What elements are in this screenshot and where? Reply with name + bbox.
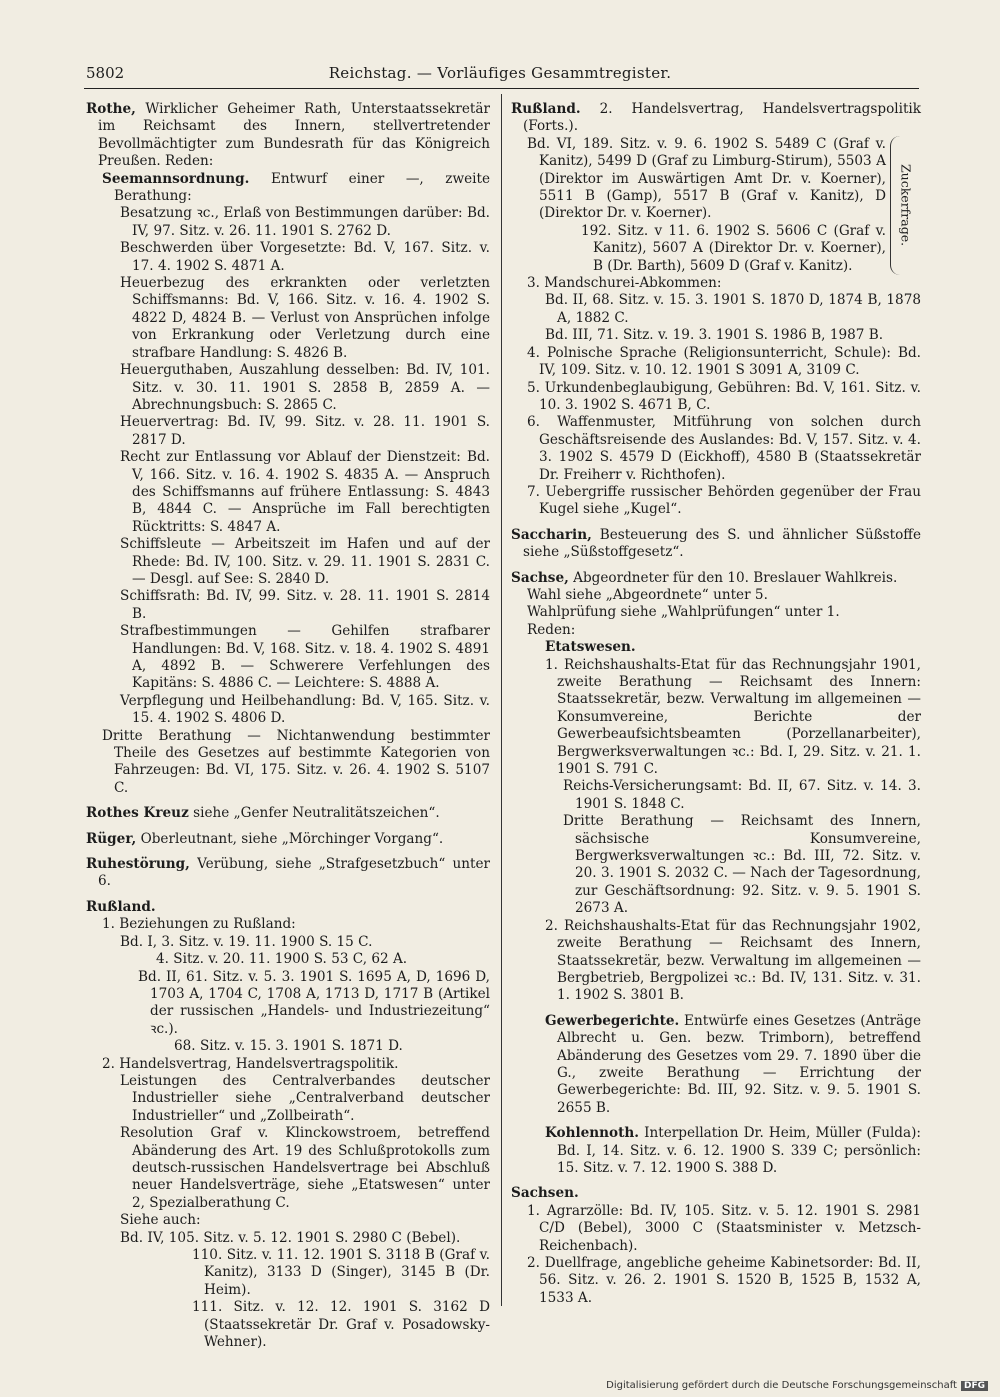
entry-text: 5. Urkundenbeglaubigung, Gebühren: Bd. V, 161. Sitz. v. 10. 3. 1902 S. 4671 B, C. bbox=[527, 379, 921, 413]
entry-text: Abgeordneter für den 10. Breslauer Wahlkreis. bbox=[573, 569, 898, 586]
bracket-group bbox=[511, 136, 921, 275]
running-title: Reichstag. — Vorläufiges Gesammtregister. bbox=[328, 64, 672, 82]
entry-headword: Rothes Kreuz bbox=[86, 805, 189, 822]
right-entries bbox=[511, 275, 921, 1307]
index-entry bbox=[511, 527, 921, 562]
entry-text: 4. Polnische Sprache (Religionsunterricht, Schule): Bd. IV, 109. Sitz. v. 10. 12. 1901 S 3091 A, 3109 C. bbox=[527, 344, 921, 379]
index-entry bbox=[86, 934, 490, 951]
entry-text: Bd. II, 68. Sitz. v. 15. 3. 1901 S. 1870 D, 1874 B, 1878 A, 1882 C. bbox=[545, 292, 921, 326]
entry-text: Beschwerden über Vorgesetzte: Bd. V, 167. Sitz. v. 17. 4. 1902 S. 4871 A. bbox=[120, 240, 490, 274]
entry-text: Reden: bbox=[527, 621, 576, 638]
entry-text: 1. Beziehungen zu Rußland: bbox=[102, 916, 296, 933]
index-entry bbox=[86, 1230, 490, 1247]
entry-text: Dritte Berathung — Reichsamt des Innern, sächsische Konsumvereine, Bergwerksverwaltungen ꝛc.: Bd. III, 72. Sitz. v. 20. 3. 1901 S. 2032 C. — Nach der Tagesordnung, zur Geschäftsordnung: 92. Sitz. v. 9. 5. 1901 S. 2673 A. bbox=[563, 813, 921, 917]
index-entry bbox=[511, 345, 921, 380]
entry-text: siehe „Genfer Neutralitätszeichen“. bbox=[193, 805, 440, 822]
entry-text: Verübung, siehe „Strafgesetzbuch“ unter 6. bbox=[98, 856, 490, 890]
entry-text: 7. Uebergriffe russischer Behörden gegenüber der Frau Kugel siehe „Kugel“. bbox=[527, 483, 921, 518]
index-entry bbox=[511, 1185, 921, 1202]
entry-headword: Sachsen. bbox=[511, 1185, 579, 1202]
right-column bbox=[511, 101, 921, 1307]
index-entry bbox=[86, 1247, 490, 1299]
index-entry bbox=[86, 1038, 490, 1055]
index-entry bbox=[511, 604, 921, 621]
entry-text: 192. Sitz. v 11. 6. 1902 S. 5606 C (Graf v. Kanitz), 5607 A (Direktor Dr. v. Koerner), B (Dr. Barth), 5609 D (Graf v. Kanitz). bbox=[581, 222, 886, 274]
index-entry bbox=[86, 951, 490, 968]
index-entry bbox=[86, 856, 490, 891]
entry-headword: Etatswesen. bbox=[545, 639, 636, 656]
index-entry bbox=[511, 918, 921, 1005]
index-entry bbox=[511, 622, 921, 639]
entry-text: 68. Sitz. v. 15. 3. 1901 S. 1871 D. bbox=[174, 1038, 403, 1055]
index-entry bbox=[511, 778, 921, 813]
index-entry bbox=[511, 1255, 921, 1307]
left-column bbox=[86, 101, 490, 1351]
index-entry bbox=[86, 101, 490, 171]
index-entry bbox=[511, 484, 921, 519]
index-entry bbox=[86, 969, 490, 1039]
index-entry bbox=[511, 136, 886, 223]
footer bbox=[606, 1380, 988, 1391]
index-entry bbox=[86, 1056, 490, 1073]
index-entry bbox=[511, 223, 886, 275]
column-divider bbox=[501, 94, 502, 1306]
index-entry bbox=[511, 639, 921, 656]
index-entry bbox=[86, 588, 490, 623]
entry-headword: Sachse, bbox=[511, 569, 569, 586]
index-entry bbox=[86, 275, 490, 362]
entry-text: Bd. III, 71. Sitz. v. 19. 3. 1901 S. 1986 B, 1987 B. bbox=[545, 327, 884, 344]
index-entry bbox=[511, 813, 921, 917]
index-entry bbox=[511, 327, 921, 344]
entry-text: Heuervertrag: Bd. IV, 99. Sitz. v. 28. 11. 1901 S. 2817 D. bbox=[120, 414, 490, 448]
entry-text: Wahlprüfung siehe „Wahlprüfungen“ unter 1. bbox=[527, 604, 840, 621]
entry-text: 2. Handelsvertrag, Handelsvertragspolitik (Forts.). bbox=[523, 101, 921, 135]
index-entry bbox=[86, 171, 490, 206]
entry-text: Siehe auch: bbox=[120, 1212, 201, 1229]
entry-text: 1. Agrarzölle: Bd. IV, 105. Sitz. v. 5. 12. 1901 S. 2981 C/D (Bebel), 3000 C (Staatsminister v. Metzsch-Reichenbach). bbox=[527, 1202, 921, 1254]
entry-headword: Rothe, bbox=[86, 101, 136, 117]
brace bbox=[890, 136, 921, 275]
entry-text: Bd. I, 3. Sitz. v. 19. 11. 1900 S. 15 C. bbox=[120, 933, 373, 950]
entry-text: Entwurf einer —, zweite Berathung: bbox=[114, 170, 491, 205]
entry-text: Schiffsleute — Arbeitszeit im Hafen und auf der Rhede: Bd. IV, 100. Sitz. v. 29. 11. 1901 S. 2831 C. — Desgl. auf See: S. 2840 D. bbox=[120, 536, 490, 587]
index-entry bbox=[511, 1125, 921, 1177]
entry-text: Verpflegung und Heilbehandlung: Bd. V, 165. Sitz. v. 15. 4. 1902 S. 4806 D. bbox=[120, 692, 490, 727]
entry-text: Wahl siehe „Abgeordnete“ unter 5. bbox=[527, 586, 768, 603]
entry-text: Leistungen des Centralverbandes deutscher Industrieller siehe „Centralverband deutscher Industrieller“ und „Zollbeirath“. bbox=[120, 1072, 490, 1124]
index-entry bbox=[511, 414, 921, 484]
index-entry bbox=[511, 570, 921, 587]
entry-headword: Rußland. bbox=[86, 898, 156, 915]
entry-text: Besteuerung des S. und ähnlicher Süßstoffe siehe „Süßstoffgesetz“. bbox=[523, 526, 921, 561]
index-entry bbox=[86, 831, 490, 848]
index-entry bbox=[86, 899, 490, 916]
index-entry bbox=[86, 1073, 490, 1125]
page-number: 5802 bbox=[86, 64, 125, 82]
entry-headword: Ruhestörung, bbox=[86, 856, 190, 873]
entry-text: Strafbestimmungen — Gehilfen strafbarer Handlungen: Bd. V, 168. Sitz. v. 18. 4. 1902 S. 4891 A, 4892 B. — Schwerere Verfehlungen des Kapitäns: S. 4886 C. — Leichtere: S. 4888 A. bbox=[120, 623, 490, 692]
entry-text: 1. Reichshaushalts-Etat für das Rechnungsjahr 1901, zweite Berathung — Reichsamt des Innern: Staatssekretär, bezw. Verwaltung im allgemeinen — Konsumvereine, Berichte der Gewerbeaufsichtsbeamten (Porzellanarbeiter), Bergwerksverwaltungen ꝛc.: Bd. I, 29. Sitz. v. 21. 1. 1901 S. 791 C. bbox=[545, 656, 921, 778]
entry-text: Bd. IV, 105. Sitz. v. 5. 12. 1901 S. 2980 C (Bebel). bbox=[120, 1229, 461, 1246]
entry-text: Dritte Berathung — Nichtanwendung bestimmter Theile des Gesetzes auf bestimmte Kategorien von Fahrzeugen: Bd. VI, 175. Sitz. v. 26. 4. 1902 S. 5107 C. bbox=[102, 727, 490, 796]
entry-headword: Rüger, bbox=[86, 830, 137, 847]
index-entry bbox=[511, 657, 921, 779]
entry-headword: Kohlennoth. bbox=[545, 1125, 640, 1142]
bracket-text bbox=[511, 136, 886, 275]
entry-text: 3. Mandschurei-Abkommen: bbox=[527, 275, 722, 292]
entry-text: 111. Sitz. v. 12. 12. 1901 S. 3162 D (Staatssekretär Dr. Graf v. Posadowsky-Wehner). bbox=[192, 1299, 490, 1351]
index-entry bbox=[86, 1125, 490, 1212]
entry-headword: Saccharin, bbox=[511, 526, 592, 543]
entry-text: Schiffsrath: Bd. IV, 99. Sitz. v. 28. 11. 1901 S. 2814 B. bbox=[120, 588, 490, 622]
index-entry bbox=[511, 275, 921, 292]
entry-text: Reichs-Versicherungsamt: Bd. II, 67. Sitz. v. 14. 3. 1901 S. 1848 C. bbox=[563, 778, 921, 812]
entry-headword: Gewerbegerichte. bbox=[545, 1012, 680, 1029]
index-entry bbox=[511, 587, 921, 604]
index-entry bbox=[86, 362, 490, 414]
index-entry bbox=[86, 693, 490, 728]
index-entry bbox=[511, 1013, 921, 1117]
entry-text: Bd. VI, 189. Sitz. v. 9. 6. 1902 S. 5489 C (Graf v. Kanitz), 5499 D (Graf zu Limburg-Stirum), 5503 A (Direktor im Auswärtigen Amt Dr. v. Koerner), 5511 B (Gamp), 5517 B (Graf v. Kanitz), D (Direktor Dr. v. Koerner). bbox=[527, 135, 886, 222]
entry-text: Heuerbezug des erkrankten oder verletzten Schiffsmanns: Bd. V, 166. Sitz. v. 16. 4. 1902 S. 4822 D, 4824 B. — Verlust von Ansprüchen infolge von Erkrankung oder Verletzung durch eine strafbare Handlung: S. 4826 B. bbox=[120, 275, 490, 361]
entry-text: 110. Sitz. v. 11. 12. 1901 S. 3118 B (Graf v. Kanitz), 3133 D (Singer), 3145 B (Dr. Heim). bbox=[192, 1247, 490, 1298]
entry-text: Bd. II, 61. Sitz. v. 5. 3. 1901 S. 1695 A, D, 1696 D, 1703 A, 1704 C, 1708 A, 1713 D, 1717 B (Artikel der russischen „Handels- und Industriezeitung“ ꝛc.). bbox=[138, 968, 490, 1037]
entry-text: Wirklicher Geheimer Rath, Unterstaatssekretär im Reichsamt des Innern, stellvertretender Bevollmächtigter zum Bundesrath für das Königreich Preußen. Reden: bbox=[98, 101, 490, 170]
entry-text: Resolution Graf v. Klinckowstroem, betreffend Abänderung des Art. 19 des Schlußprotokolls zum deutsch-russischen Handelsvertrage bei Abschluß neuer Handelsverträge, siehe „Etatswesen“ unter 2, Spezialberathung C. bbox=[120, 1125, 490, 1211]
entry-text: Oberleutnant, siehe „Mörchinger Vorgang“. bbox=[140, 830, 444, 847]
index-entry bbox=[511, 1203, 921, 1255]
entry-headword: Seemannsordnung. bbox=[102, 170, 250, 187]
index-entry bbox=[511, 380, 921, 415]
index-entry bbox=[86, 623, 490, 693]
index-entry bbox=[511, 292, 921, 327]
index-entry bbox=[86, 1212, 490, 1229]
entry-text: 2. Reichshaushalts-Etat für das Rechnungsjahr 1902, zweite Berathung — Reichsamt des Innern, Staatssekretär, bezw. Verwaltung im allgemeinen — Bergbetrieb, Bergpolizei ꝛc.: Bd. IV, 131. Sitz. v. 31. 1. 1902 S. 3801 B. bbox=[545, 917, 921, 1004]
brace-label: Zuckerfrage. bbox=[898, 164, 914, 247]
index-entry bbox=[86, 1299, 490, 1351]
index-entry bbox=[511, 101, 921, 136]
entry-text: Heuerguthaben, Auszahlung desselben: Bd. IV, 101. Sitz. v. 30. 11. 1901 S. 2858 B, 2859 A. — Abrechnungsbuch: S. 2865 C. bbox=[120, 362, 490, 413]
index-entry bbox=[86, 916, 490, 933]
entry-headword: Rußland. bbox=[511, 101, 581, 117]
entry-text: 4. Sitz. v. 20. 11. 1900 S. 53 C, 62 A. bbox=[156, 951, 408, 968]
entry-text: Interpellation Dr. Heim, Müller (Fulda): Bd. I, 14. Sitz. v. 6. 12. 1900 S. 339 C; persönlich: 15. Sitz. v. 7. 12. 1900 S. 388 D. bbox=[557, 1125, 921, 1176]
index-entry bbox=[86, 240, 490, 275]
entry-text: Besatzung ꝛc., Erlaß von Bestimmungen darüber: Bd. IV, 97. Sitz. v. 26. 11. 1901 S. 2762 D. bbox=[120, 205, 490, 239]
index-entry bbox=[86, 536, 490, 588]
entry-text: 2. Handelsvertrag, Handelsvertragspolitik. bbox=[102, 1055, 399, 1072]
header-rule bbox=[84, 88, 919, 89]
entry-text: 2. Duellfrage, angebliche geheime Kabinetsorder: Bd. II, 56. Sitz. v. 26. 2. 1901 S. 1520 B, 1525 B, 1532 A, 1533 A. bbox=[527, 1255, 921, 1306]
index-entry bbox=[86, 205, 490, 240]
entry-text: Recht zur Entlassung vor Ablauf der Dienstzeit: Bd. V, 166. Sitz. v. 16. 4. 1902 S. 4835 A. — Anspruch des Schiffsmanns auf frühere Entlassung: S. 4843 B, 4844 C. — Ansprüche im Fall berechtigten Rücktritts: S. 4847 A. bbox=[120, 449, 490, 535]
index-entry bbox=[86, 805, 490, 822]
entry-text: Entwürfe eines Gesetzes (Anträge Albrecht u. Gen. bezw. Trimborn), betreffend Abänderung des Gesetzes vom 29. 7. 1890 über die G., zweite Berathung — Errichtung der Gewerbegerichte: Bd. III, 92. Sitz. v. 9. 5. 1901 S. 2655 B. bbox=[557, 1012, 921, 1116]
index-entry bbox=[86, 728, 490, 798]
footer-text: Digitalisierung gefördert durch die Deutsche Forschungsgemeinschaft bbox=[606, 1380, 957, 1391]
index-entry bbox=[86, 449, 490, 536]
dfg-logo: DFG bbox=[961, 1381, 988, 1391]
entry-text: 6. Waffenmuster, Mitführung von solchen durch Geschäftsreisende des Auslandes: Bd. V, 157. Sitz. v. 4. 3. 1902 S. 4579 D (Eickhoff), 4580 B (Staatssekretär Dr. Freiherr v. Richthofen). bbox=[527, 414, 921, 483]
index-entry bbox=[86, 414, 490, 449]
